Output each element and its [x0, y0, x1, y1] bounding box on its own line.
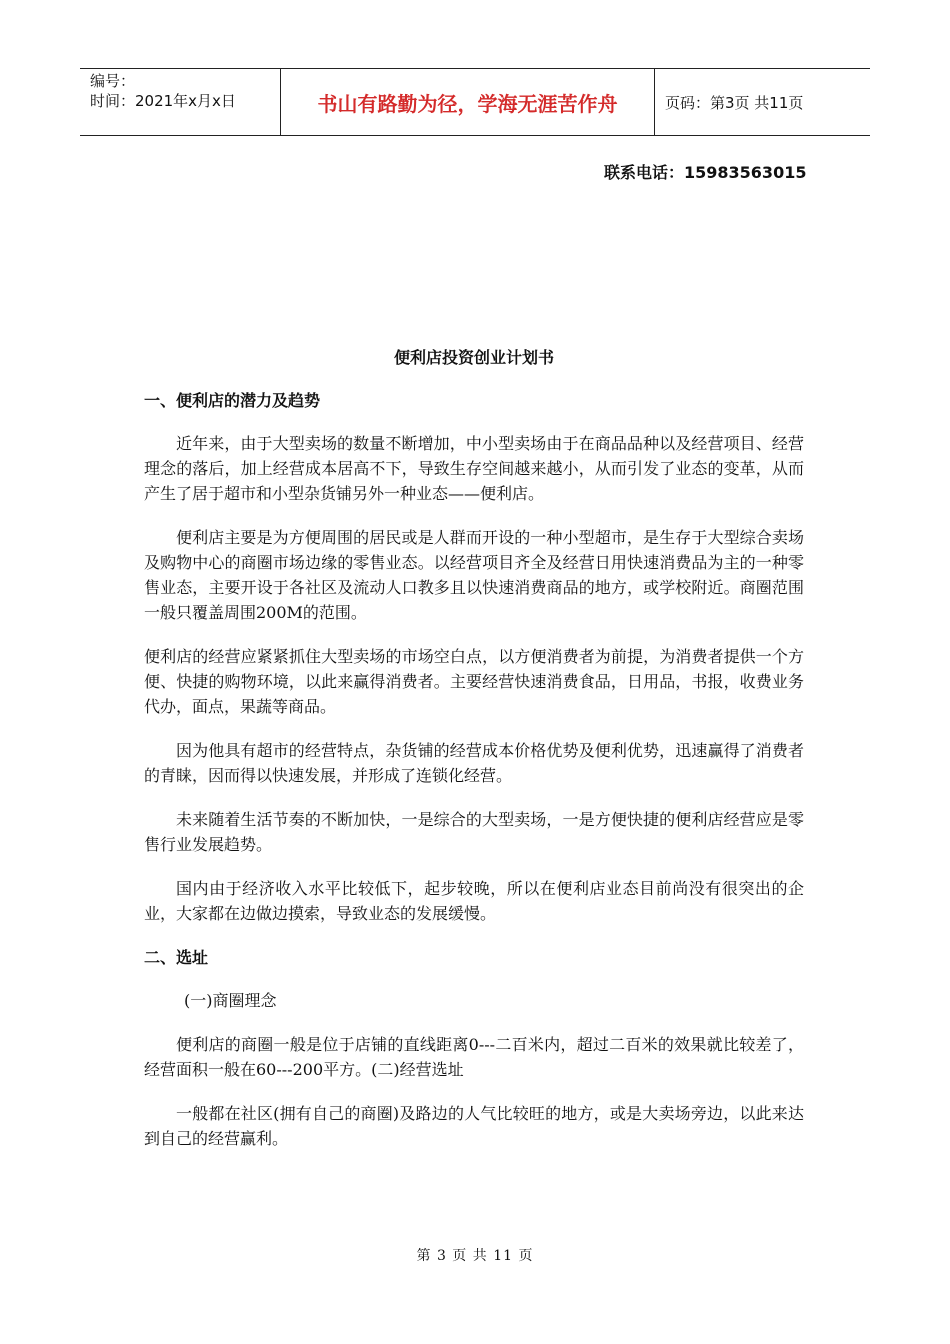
- section-1-paragraph: 近年来，由于大型卖场的数量不断增加，中小型卖场由于在商品品种以及经营项目、经营理念的落后，加上经营成本居高不下，导致生存空间越来越小，从而引发了业态的变革，从而产生了居于超市和小型杂货铺另外一种业态——便利店。: [144, 434, 804, 503]
- header-page-info: 页码：第3页 共11页: [665, 93, 804, 112]
- section-2-subheading: (一)商圈理念: [184, 991, 277, 1010]
- header-table: [80, 68, 870, 136]
- header-motto: 书山有路勤为径，学海无涯苦作舟: [280, 69, 655, 135]
- page-footer: 第 3 页 共 11 页: [416, 1248, 534, 1264]
- section-2-heading: 二、选址: [144, 948, 209, 967]
- number-label: 编号：: [90, 72, 136, 90]
- section-1-paragraph: 便利店的经营应紧紧抓住大型卖场的市场空白点，以方便消费者为前提，为消费者提供一个方便、快捷的购物环境，以此来赢得消费者。主要经营快速消费食品，日用品，书报，收费业务代办，面点，果蔬等商品。: [144, 647, 804, 716]
- section-1-paragraph: 未来随着生活节奏的不断加快，一是综合的大型卖场，一是方便快捷的便利店经营应是零售行业发展趋势。: [144, 810, 804, 854]
- section-2-paragraph: 一般都在社区(拥有自己的商圈)及路边的人气比较旺的地方，或是大卖场旁边，以此来达到自己的经营赢利。: [144, 1104, 804, 1148]
- section-1-paragraph: 国内由于经济收入水平比较低下，起步较晚，所以在便利店业态目前尚没有很突出的企业，大家都在边做边摸索，导致业态的发展缓慢。: [144, 879, 804, 923]
- time-label: 时间：2021年x月x日: [90, 92, 236, 110]
- header-meta: [80, 69, 280, 135]
- document-body: [144, 345, 804, 1170]
- section-1-paragraph: 便利店主要是为方便周围的居民或是人群而开设的一种小型超市，是生存于大型综合卖场及购物中心的商圈市场边缘的零售业态。以经营项目齐全及经营日用快速消费品为主的一种零售业态，主要开设于各社区及流动人口教多且以快速消费商品的地方，或学校附近。商圈范围一般只覆盖周围200M的范围。: [144, 528, 804, 622]
- section-1-paragraph: 因为他具有超市的经营特点，杂货铺的经营成本价格优势及便利优势，迅速赢得了消费者的青睐，因而得以快速发展，并形成了连锁化经营。: [144, 741, 804, 785]
- section-1-heading: 一、便利店的潜力及趋势: [144, 391, 321, 410]
- document-title: 便利店投资创业计划书: [393, 348, 554, 367]
- section-2-paragraph: 便利店的商圈一般是位于店铺的直线距离0---二百米内，超过二百米的效果就比较差了，经营面积一般在60---200平方。(二)经营选址: [144, 1035, 804, 1079]
- contact-phone: 联系电话：15983563015: [604, 163, 807, 182]
